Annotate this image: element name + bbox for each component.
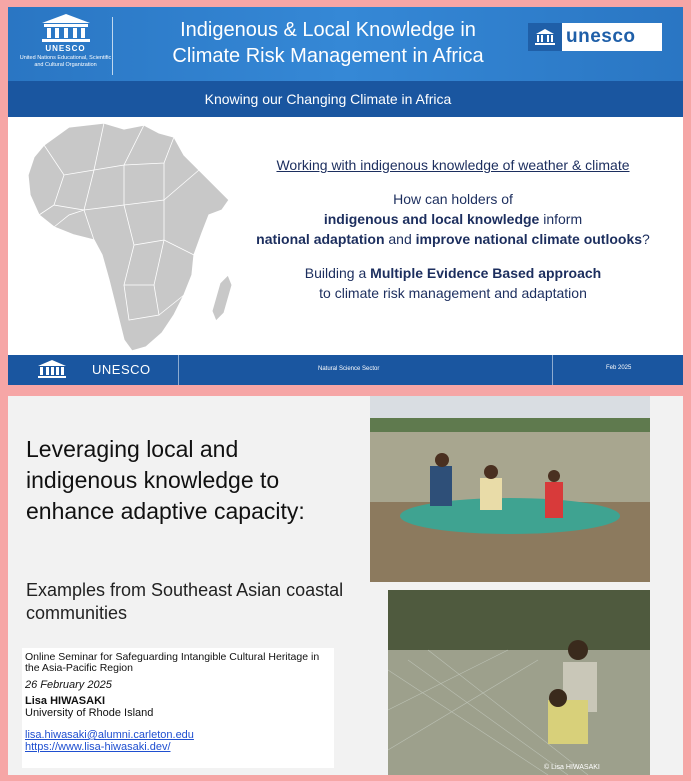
slide-leveraging-knowledge [8, 396, 683, 775]
logo-divider [112, 17, 113, 75]
boat-photo [370, 396, 650, 582]
temple-icon [36, 359, 68, 379]
event-date: 26 February 2025 [25, 679, 112, 691]
subtitle-bar [8, 81, 683, 117]
question-text: and [384, 231, 416, 247]
question-text: inform [539, 211, 583, 227]
temple-icon [38, 13, 94, 43]
footer-date: Feb 2025 [606, 365, 632, 371]
brand-wordmark: unesco [566, 26, 636, 47]
slide-title: Leveraging local and indigenous knowledge to enhance adaptive capacity: [26, 436, 305, 524]
africa-map [24, 115, 234, 355]
email-link[interactable]: lisa.hiwasaki@alumni.carleton.edu [25, 729, 194, 741]
footer-divider [552, 355, 553, 385]
website-link[interactable]: https://www.lisa-hiwasaki.dev/ [25, 741, 171, 753]
approach-text: Building a [304, 265, 371, 281]
unesco-logo [18, 13, 113, 79]
approach-bold: Multiple Evidence Based approach [370, 265, 602, 281]
question-bold: national adaptation [256, 231, 385, 247]
slide-unesco-africa [8, 7, 683, 385]
slide-footer [8, 355, 683, 385]
question-bold: indigenous and local knowledge [323, 211, 540, 227]
net-mending-photo [388, 590, 650, 775]
slide-body [238, 155, 668, 303]
question-text: How can holders of [393, 191, 513, 207]
slide-subtitle: Knowing our Changing Climate in Africa [204, 91, 452, 107]
footer-org-name: UNESCO [92, 362, 151, 377]
footer-divider [178, 355, 179, 385]
slide-subtitle: Examples from Southeast Asian coastal communities [26, 580, 344, 623]
presenter-info-box [22, 648, 334, 768]
photo-credit: © Lisa HIWASAKI [544, 764, 600, 771]
question-text: ? [642, 231, 650, 247]
question-bold: improve national climate outlooks [415, 231, 643, 247]
footer-sector: Natural Science Sector [318, 366, 380, 372]
approach-text: to climate risk management and adaptation [319, 285, 587, 301]
question-paragraph [238, 189, 668, 249]
slide-title: Indigenous & Local Knowledge in Climate Risk Management in Africa [172, 19, 484, 67]
logo-organization: United Nations Educational, Scientific and Cultural Organization [19, 55, 112, 68]
speaker-name: Lisa HIWASAKI [25, 695, 106, 707]
speaker-affiliation: University of Rhode Island [25, 707, 154, 719]
temple-icon [528, 23, 562, 51]
slide-header [8, 7, 683, 81]
unesco-brand-logo [528, 23, 662, 51]
event-name: Online Seminar for Safeguarding Intangible Cultural Heritage in the Asia-Pacific Region [25, 651, 320, 674]
approach-paragraph [238, 263, 668, 303]
logo-abbreviation: UNESCO [45, 44, 86, 53]
knowledge-heading-link[interactable]: Working with indigenous knowledge of weather & climate [276, 157, 630, 173]
